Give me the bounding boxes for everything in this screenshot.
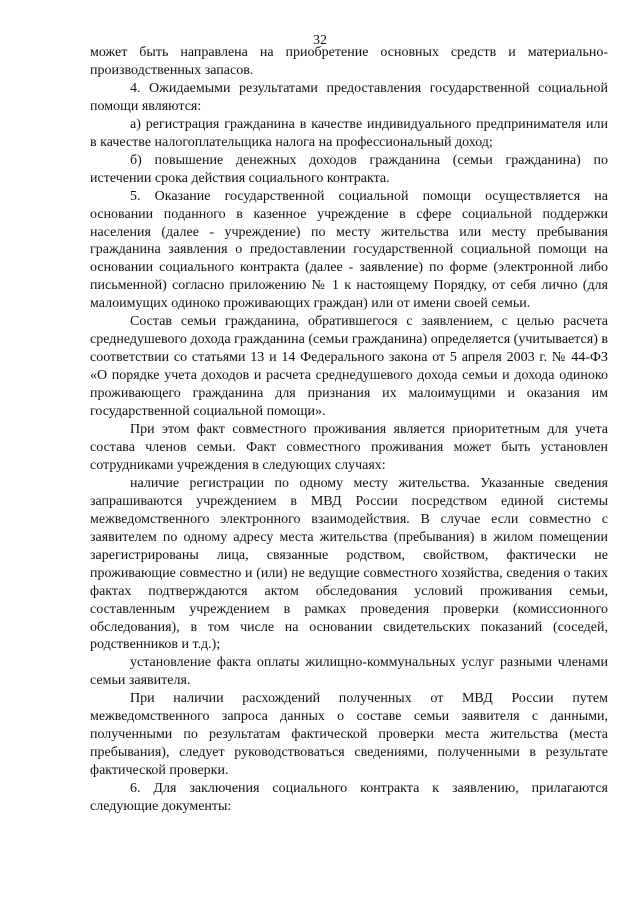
paragraph-subitem-a: а) регистрация гражданина в качестве индивидуального предпринимателя или в качестве налогоплательщика налога на профессиональный доход; (90, 116, 608, 150)
paragraph-item-5: 5. Оказание государственной социальной помощи осуществляется на основании поданного в казенное учреждение в сфере социальной поддержки населения (далее - учреждение) по месту жительства или месту пребывания гражданина заявления о предоставлении государственной социальной помощи на основании социального контракта (далее - заявление) по форме (электронной либо письменной) согласно приложению № 1 к настоящему Порядку, от себя лично (для малоимущих одиноко проживающих граждан) или от имени своей семьи. (90, 188, 608, 312)
document-body (90, 44, 608, 816)
paragraph-registration: наличие регистрации по одному месту жительства. Указанные сведения запрашиваются учреждением в МВД России посредством единой системы межведомственного электронного взаимодействия. В случае если совместно с заявителем по одному адресу места жительства (пребывания) в жилом помещении зарегистрированы лица, связанные родством, свойством, фактически не проживающие совместно и (или) не ведущие совместного хозяйства, сведения о таких фактах подтверждаются актом обследования условий проживания семьи, составленным учреждением в рамках проведения проверки (комиссионного обследования), в том числе на основании свидетельских показаний (соседей, родственников и т.д.); (90, 475, 608, 653)
paragraph-continuation: может быть направлена на приобретение основных средств и материально-производственных запасов. (90, 45, 608, 78)
paragraph-discrepancies: При наличии расхождений полученных от МВД России путем межведомственного запроса данных о составе семьи заявителя с данными, полученными по результатам фактической проверки места жительства (места пребывания), следует руководствоваться сведениями, полученными в результате фактической проверки. (90, 691, 608, 779)
paragraph-item-4: 4. Ожидаемыми результатами предоставления государственной социальной помощи являются: (90, 80, 608, 114)
paragraph-subitem-b: б) повышение денежных доходов гражданина (семьи гражданина) по истечении срока действия социального контракта. (90, 152, 608, 186)
page-number: 32 (313, 33, 327, 48)
paragraph-item-6: 6. Для заключения социального контракта к заявлению, прилагаются следующие документы: (90, 781, 608, 815)
paragraph-utility-payment: установление факта оплаты жилищно-коммунальных услуг разными членами семьи заявителя. (90, 655, 608, 689)
paragraph-family-composition: Состав семьи гражданина, обратившегося с заявлением, с целью расчета среднедушевого дохода гражданина (семьи гражданина) определяется (учитывается) в соответствии со статьями 13 и 14 Федерального закона от 5 апреля 2003 г. № 44-ФЗ «О порядке учета доходов и расчета среднедушевого дохода семьи и дохода одиноко проживающего гражданина для признания их малоимущими и оказания им государственной социальной помощи». (90, 314, 608, 420)
paragraph-cohabitation: При этом факт совместного проживания является приоритетным для учета состава членов семьи. Факт совместного проживания может быть установлен сотрудниками учреждения в следующих случаях: (90, 422, 608, 473)
